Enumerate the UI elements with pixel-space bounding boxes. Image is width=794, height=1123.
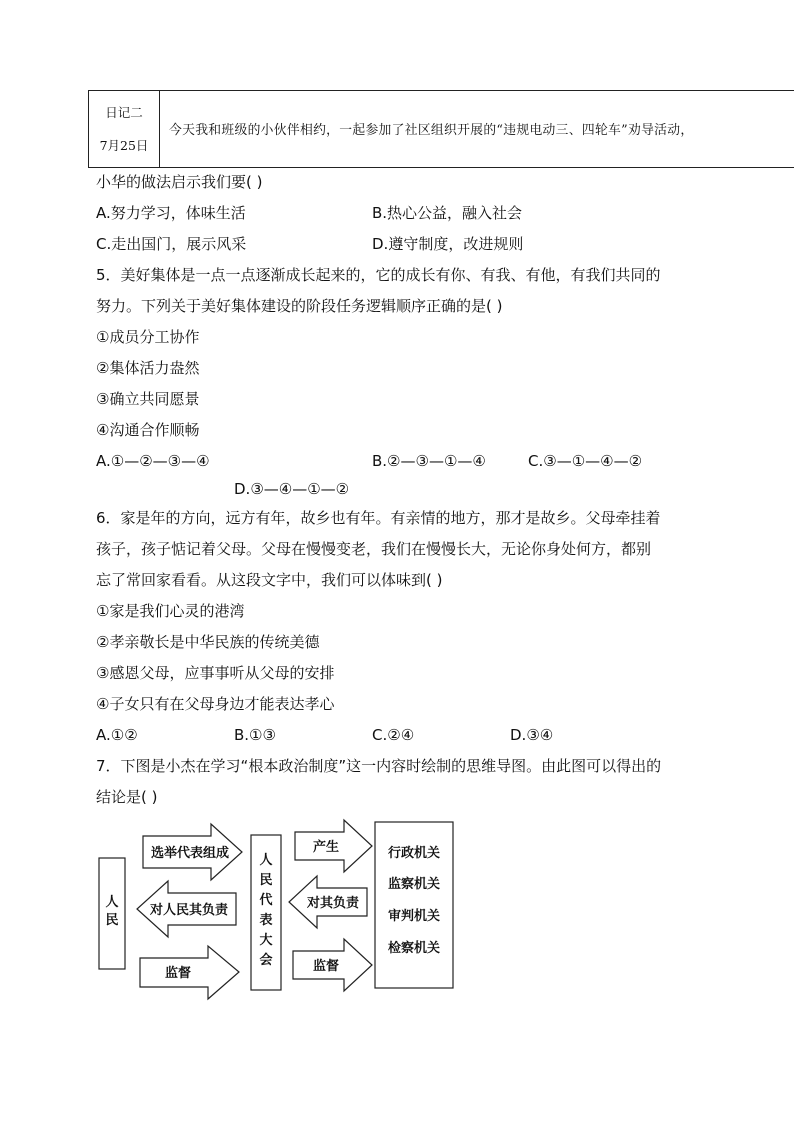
q4-option-a: A.努力学习，体味生活 — [96, 204, 246, 222]
elect-arrow-label: 选举代表组成 — [150, 846, 230, 861]
q5-option-d: D.③—④—①—② — [234, 480, 350, 498]
q4-stem: 小华的做法启示我们要( ) — [96, 173, 263, 191]
q4-option-d: D.遵守制度，改进规则 — [372, 235, 524, 253]
q5-option-c: C.③—①—④—② — [528, 452, 643, 470]
supervise-left-label: 监督 — [164, 966, 192, 981]
q5-item-3: ③确立共同愿景 — [96, 390, 200, 408]
q6-stem-line2: 孩子，孩子惦记着父母。父母在慢慢变老，我们在慢慢长大，无论你身处何方，都别 — [96, 540, 652, 558]
congress-char-5: 大 — [259, 933, 273, 948]
organ-procuratorial: 检察机关 — [387, 941, 441, 956]
congress-char-1: 人 — [259, 853, 273, 868]
produce-label: 产生 — [312, 840, 340, 855]
diary-label-cell — [89, 91, 160, 167]
q4-option-b: B.热心公益，融入社会 — [372, 204, 523, 222]
q6-item-1: ①家是我们心灵的港湾 — [96, 602, 245, 620]
q5-option-a: A.①—②—③—④ — [96, 452, 210, 470]
congress-char-6: 会 — [259, 953, 273, 968]
q5-stem-line2: 努力。下列关于美好集体建设的阶段任务逻辑顺序正确的是( ) — [96, 297, 503, 315]
responsible-to-congress-label: 对其负责 — [306, 896, 360, 911]
q6-option-c: C.②④ — [372, 726, 415, 744]
diary-label: 日记二 — [105, 105, 143, 120]
congress-char-2: 民 — [259, 873, 273, 888]
q5-option-b: B.②—③—①—④ — [372, 452, 486, 470]
congress-char-3: 代 — [259, 893, 273, 908]
q6-item-4: ④子女只有在父母身边才能表达孝心 — [96, 695, 335, 713]
q5-item-4: ④沟通合作顺畅 — [96, 421, 200, 439]
congress-char-4: 表 — [259, 913, 273, 928]
organ-supervisory: 监察机关 — [387, 877, 441, 892]
q5-stem-line1: 5．美好集体是一点一点逐渐成长起来的，它的成长有你、有我、有他，有我们共同的 — [96, 266, 661, 284]
people-char-1: 人 — [105, 895, 119, 910]
q6-stem-line1: 6．家是年的方向，远方有年，故乡也有年。有亲情的地方，那才是故乡。父母牵挂着 — [96, 509, 661, 527]
q4-option-c: C.走出国门，展示风采 — [96, 235, 247, 253]
diary-date: 7月25日 — [99, 138, 149, 153]
organ-administrative: 行政机关 — [387, 846, 441, 861]
mind-map-diagram — [96, 818, 466, 1012]
q7-stem-line2: 结论是( ) — [96, 788, 158, 806]
q6-stem-line3: 忘了常回家看看。从这段文字中，我们可以体味到( ) — [96, 571, 443, 589]
q7-stem-line1: 7．下图是小杰在学习“根本政治制度”这一内容时绘制的思维导图。由此图可以得出的 — [96, 757, 662, 775]
q6-option-a: A.①② — [96, 726, 138, 744]
responsible-to-people-label: 对人民其负责 — [149, 903, 229, 918]
people-char-2: 民 — [105, 913, 119, 928]
diary-text: 今天我和班级的小伙伴相约，一起参加了社区组织开展的“违规电动三、四轮车”劝导活动， — [169, 123, 694, 138]
supervise-right-label: 监督 — [312, 959, 340, 974]
q5-item-2: ②集体活力盎然 — [96, 359, 200, 377]
organ-judicial: 审判机关 — [387, 909, 441, 924]
diary-table — [88, 90, 794, 168]
q6-option-b: B.①③ — [234, 726, 276, 744]
q5-item-1: ①成员分工协作 — [96, 328, 200, 346]
q6-item-2: ②孝亲敬长是中华民族的传统美德 — [96, 633, 320, 651]
q6-item-3: ③感恩父母，应事事听从父母的安排 — [96, 664, 335, 682]
q6-option-d: D.③④ — [510, 726, 554, 744]
